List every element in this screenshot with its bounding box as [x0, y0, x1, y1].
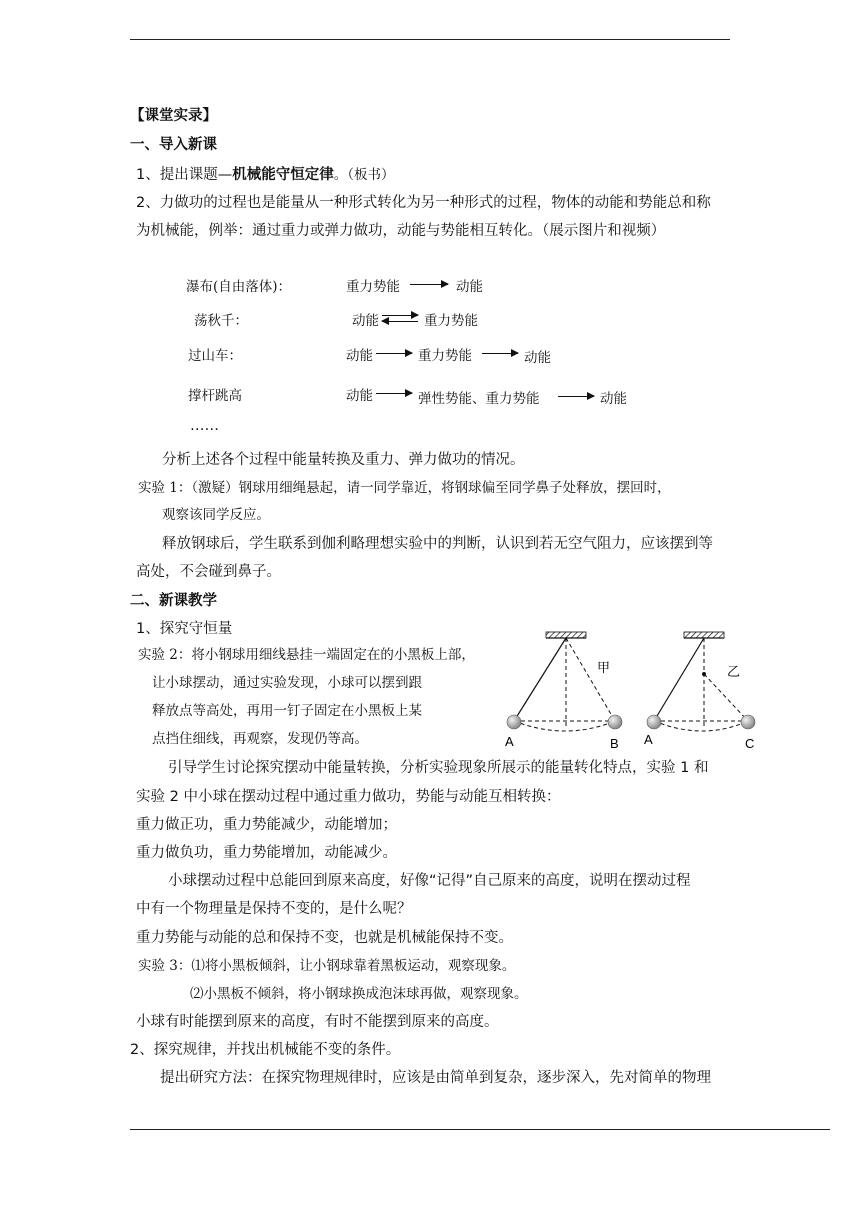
pendulum-jia	[505, 632, 622, 751]
guide-line1: 引导学生讨论探究摆动中能量转换，分析实验现象所展示的能量转化特点，实验 1 和	[168, 760, 709, 776]
experiment-2-line: 实验 2：将小钢球用细线悬挂一端固定在的小黑板上部，	[138, 647, 475, 663]
arrow-right-icon	[376, 393, 412, 394]
arrow-right-icon	[482, 353, 518, 354]
release-line1: 释放钢球后，学生联系到伽利略理想实验中的判断，认识到若无空气阻力，应该摆到等	[162, 536, 713, 552]
example-term: 动能	[600, 391, 627, 407]
figure-label-jia: 甲	[597, 660, 611, 675]
method-text: 提出研究方法：在探究物理规律时，应该是由简单到复杂，逐步深入，先对简单的物理	[160, 1070, 711, 1086]
ball-icon	[608, 715, 622, 729]
example-label: 撑杆跳高	[188, 388, 242, 404]
pendulum-yi	[644, 632, 755, 751]
example-term: 动能	[524, 350, 551, 366]
ball-icon	[741, 715, 755, 729]
experiment-2-line: 让小球摆动，通过实验发现，小球可以摆到跟	[152, 675, 422, 691]
example-label: 瀑布(自由落体)：	[186, 279, 292, 295]
section-title-teaching: 二、新课教学	[130, 593, 217, 609]
release-line2: 高处，不会碰到鼻子。	[136, 564, 281, 580]
experiment-3-result: 小球有时能摆到原来的高度，有时不能摆到原来的高度。	[136, 1014, 499, 1030]
intro-item-1-prefix: 1、提出课题—	[136, 167, 233, 183]
section-title-intro: 一、导入新课	[130, 137, 217, 153]
experiment-2-line: 释放点等高处，再用一钉子固定在小黑板上某	[152, 703, 422, 719]
guide-line2: 实验 2 中小球在摆动过程中通过重力做功，势能与动能互相转换：	[136, 789, 561, 805]
arrow-right-icon	[410, 284, 448, 285]
example-term: 弹性势能、重力势能	[418, 391, 540, 407]
example-term: 重力势能	[418, 348, 472, 364]
analysis-text: 分析上述各个过程中能量转换及重力、弹力做功的情况。	[162, 452, 525, 468]
arrow-left-icon	[382, 321, 418, 322]
experiment-1-line1: 实验 1：（激疑）钢球用细绳悬起，请一同学靠近，将钢球偏至同学鼻子处释放，摆回时，	[138, 480, 671, 496]
pendulum-figure	[498, 626, 760, 754]
arrow-right-icon	[382, 315, 418, 316]
experiment-3-line1: 实验 3：⑴将小黑板倾斜，让小钢球靠着黑板运动，观察现象。	[138, 958, 516, 974]
conclusion-text: 重力势能与动能的总和保持不变，也就是机械能保持不变。	[136, 930, 513, 946]
experiment-1-line2: 观察该同学反应。	[162, 507, 270, 523]
example-term: 动能	[346, 348, 373, 364]
ball-height-line2: 中有一个物理量是保持不变的，是什么呢？	[136, 901, 412, 917]
example-term: 重力势能	[346, 279, 400, 295]
negative-work-text: 重力做负功，重力势能增加，动能减少。	[136, 845, 397, 861]
subsection-explore-conserved: 1、探究守恒量	[136, 621, 233, 637]
point-label-a: A	[644, 732, 653, 747]
footer-rule	[130, 1129, 830, 1130]
subsection-explore-law: 2、探究规律，并找出机械能不变的条件。	[130, 1042, 401, 1058]
ball-icon	[507, 715, 521, 729]
example-term: 动能	[352, 313, 379, 329]
example-term: 动能	[346, 388, 373, 404]
figure-label-yi: 乙	[727, 664, 741, 679]
arrow-right-icon	[376, 353, 412, 354]
point-label-a: A	[505, 734, 514, 749]
example-term: 动能	[456, 279, 483, 295]
intro-item-2-line2: 为机械能，例举：通过重力或弹力做功，动能与势能相互转化。（展示图片和视频）	[136, 223, 666, 239]
lesson-topic: 机械能守恒定律	[232, 167, 334, 183]
intro-item-1	[136, 165, 394, 185]
point-label-c: C	[745, 736, 755, 751]
example-term: 重力势能	[424, 313, 478, 329]
section-heading: 【课堂实录】	[130, 108, 217, 124]
intro-item-2-line1: 2、力做功的过程也是能量从一种形式转化为另一种形式的过程，物体的动能和势能总和称	[136, 195, 711, 211]
point-label-b: B	[610, 736, 619, 751]
arrow-right-icon	[558, 396, 594, 397]
example-ellipsis: ……	[190, 418, 219, 434]
example-label: 过山车：	[188, 348, 242, 364]
nail-icon	[702, 672, 706, 676]
experiment-2-line: 点挡住细线，再观察，发现仍等高。	[152, 731, 368, 747]
header-rule	[130, 39, 730, 40]
example-label: 荡秋千：	[194, 313, 248, 329]
experiment-3-line2: ⑵小黑板不倾斜，将小钢球换成泡沫球再做，观察现象。	[190, 986, 528, 1002]
intro-item-1-suffix: 。（板书）	[333, 167, 395, 183]
ball-height-line1: 小球摆动过程中总能回到原来高度，好像“记得”自己原来的高度，说明在摆动过程	[168, 873, 691, 889]
positive-work-text: 重力做正功，重力势能减少，动能增加；	[136, 817, 397, 833]
ball-icon	[647, 715, 661, 729]
